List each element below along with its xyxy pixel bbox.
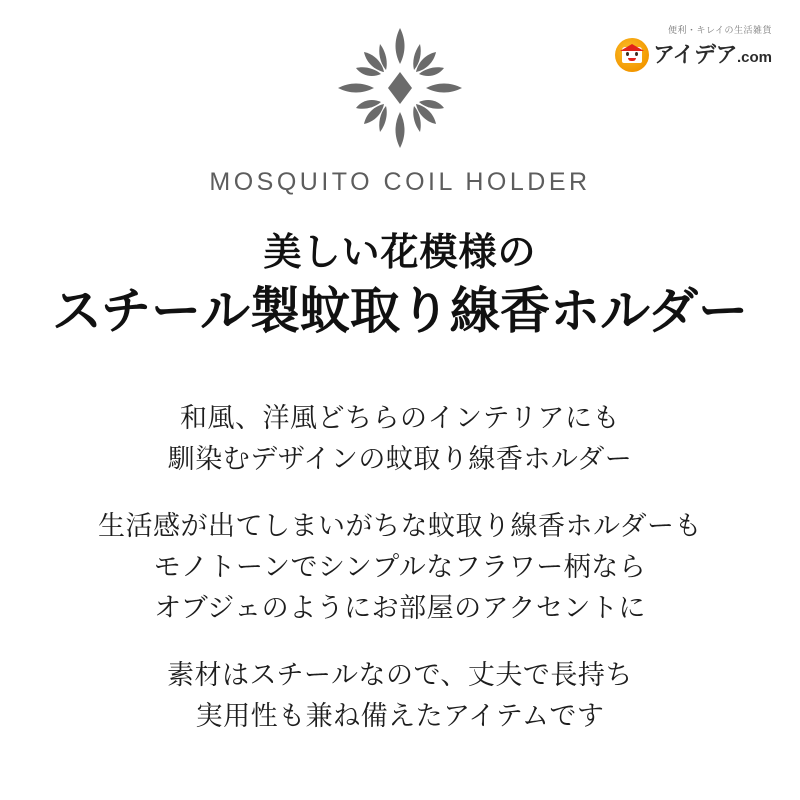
headline-line-1: 美しい花模様の	[263, 229, 537, 274]
brand-domain-suffix: .com	[736, 49, 772, 66]
brand-name-text: アイデア	[652, 42, 737, 67]
brand-name	[653, 44, 772, 66]
brand-lockup	[615, 38, 772, 72]
paragraph-3	[0, 655, 800, 737]
page-title	[0, 228, 800, 343]
paragraph-line: モノトーンでシンプルなフラワー柄なら	[153, 552, 647, 583]
brand-logo[interactable]	[615, 26, 772, 72]
paragraph-line: 馴染むデザインの蚊取り線香ホルダー	[167, 444, 633, 475]
brand-tagline: 便利・キレイの生活雑貨	[668, 25, 772, 35]
paragraph-line: 生活感が出てしまいがちな蚊取り線香ホルダーも	[98, 511, 702, 542]
paragraph-line: オブジェのようにお部屋のアクセントに	[154, 593, 646, 624]
paragraph-line: 和風、洋風どちらのインテリアにも	[180, 403, 620, 433]
paragraph-line: 素材はスチールなので、丈夫で長持ち	[167, 660, 633, 691]
headline-line-2: スチール製蚊取り線香ホルダー	[52, 280, 748, 340]
english-title: MOSQUITO COIL HOLDER	[209, 168, 591, 196]
floral-diamond-ornament	[330, 22, 470, 154]
idea-mascot-icon	[615, 38, 649, 72]
paragraph-line: 実用性も兼ね備えたアイテムです	[195, 701, 605, 732]
paragraph-2	[0, 506, 800, 629]
paragraph-1	[0, 398, 800, 480]
body-copy	[0, 398, 800, 737]
